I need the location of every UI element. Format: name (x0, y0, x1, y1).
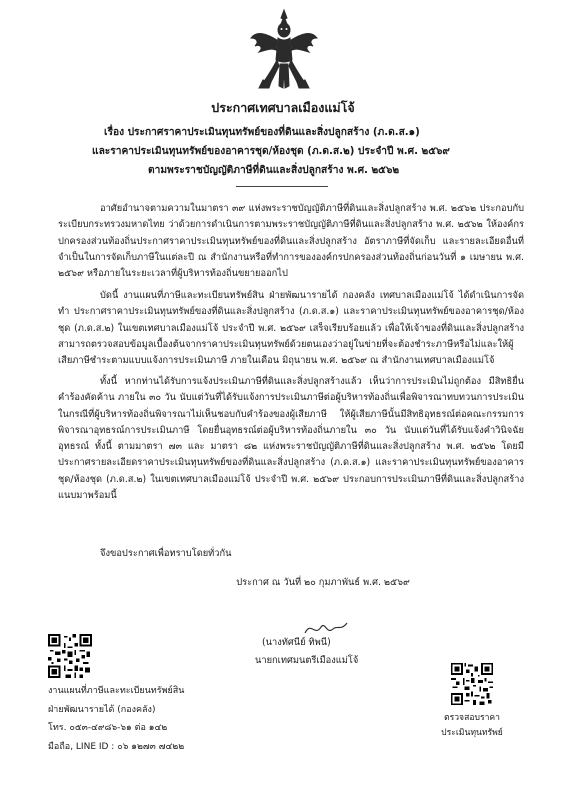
contact-block (48, 682, 184, 756)
verify-caption-line-1: ตรวจสอบราคา (444, 713, 500, 723)
verify-caption-line-2: ประเมินทุนทรัพย์ (441, 728, 503, 738)
contact-mobile-line: มือถือ, LINE ID : ๐๖ ๑๒๗๓ ๗๔๒๒ (48, 741, 185, 752)
verify-valuation-caption (420, 711, 524, 741)
announcement-date: ประกาศ ณ วันที่ ๒๐ กุมภาพันธ์ พ.ศ. ๒๕๖๙ (236, 577, 410, 588)
verify-valuation-qr-code-icon[interactable] (451, 663, 493, 705)
paragraph-closing: จึงขอประกาศเพื่อทราบโดยทั่วกัน (100, 548, 232, 559)
garuda-emblem-icon (249, 8, 319, 92)
contact-qr-code-icon[interactable] (48, 634, 92, 678)
signer-title: นายกเทศมนตรีเมืองแม่โจ้ (255, 655, 359, 666)
subject-line-3: ตามพระราชบัญญัติภาษีที่ดินและสิ่งปลูกสร้าง พ.ศ. ๒๕๖๒ (148, 165, 400, 176)
subject-line-2: และราคาประเมินทุนทรัพย์ของอาคารชุด/ห้องชุด (ภ.ด.ส.๒) ประจำปี พ.ศ. ๒๕๖๙ (92, 146, 450, 157)
paragraph-authority: อาศัยอำนาจตามความในมาตรา ๓๙ แห่งพระราชบัญญัติภาษีที่ดินและสิ่งปลูกสร้าง พ.ศ. ๒๕๖๒ ประกอบกับระเบียบกระทรวงมหาดไทย ว่าด้วยการดำเนินการตามพระราชบัญญัติภาษีที่ดินและสิ่งปลูกสร้าง พ.ศ. ๒๕๖๒ ให้องค์กรปกครองส่วนท้องถิ่นประกาศราคาประเมินทุนทรัพย์ของที่ดินและสิ่งปลูกสร้าง อัตราภาษีที่จัดเก็บ และรายละเอียดอื่นที่จำเป็นในการจัดเก็บภาษีในแต่ละปี ณ สำนักงานหรือที่ทำการขององค์กรปกครองส่วนท้องถิ่นก่อนวันที่ ๑ เมษายน พ.ศ. ๒๕๖๙ หรือภายในระยะเวลาที่ผู้บริหารท้องถิ่นขยายออกไป (58, 203, 524, 280)
signer-name: (นางทัศนีย์ ทิพนี) (262, 637, 331, 648)
title-divider (236, 186, 328, 187)
paragraph-appeal: ทั้งนี้ หากท่านได้รับการแจ้งประเมินภาษีที่ดินและสิ่งปลูกสร้างแล้ว เห็นว่าการประเมินไม่ถูกต้อง มีสิทธิยื่นคำร้องคัดค้าน ภายใน ๓๐ วัน นับแต่วันที่ได้รับแจ้งการประเมินภาษีต่อผู้บริหารท้องถิ่นเพื่อพิจารณาทบทวนการประเมิน ในกรณีที่ผู้บริหารท้องถิ่นพิจารณาไม่เห็นชอบกับคำร้องของผู้เสียภาษี ให้ผู้เสียภาษีนั้นมีสิทธิอุทธรณ์ต่อคณะกรรมการพิจารณาอุทธรณ์การประเมินภาษี โดยยื่นอุทธรณ์ต่อผู้บริหารท้องถิ่นภายใน ๓๐ วัน นับแต่วันที่ได้รับแจ้งคำวินิจฉัยอุทธรณ์ ทั้งนี้ ตามมาตรา ๗๓ และ มาตรา ๘๒ แห่งพระราชบัญญัติภาษีที่ดินและสิ่งปลูกสร้าง พ.ศ. ๒๕๖๒ โดยมีประกาศรายละเอียดราคาประเมินทุนทรัพย์ของที่ดินและสิ่งปลูกสร้าง (ภ.ด.ส.๑) และราคาประเมินทุนทรัพย์ของอาคารชุด/ห้องชุด (ภ.ด.ส.๒) ในเขตเทศบาลเมืองแม่โจ้ ประจำปี พ.ศ. ๒๕๖๙ ประกอบการประเมินภาษีที่ดินและสิ่งปลูกสร้าง แนบมาพร้อมนี้ (58, 376, 524, 502)
contact-office: งานแผนที่ภาษีและทะเบียนทรัพย์สิน (48, 686, 185, 696)
paragraph-announcement: บัดนี้ งานแผนที่ภาษีและทะเบียนทรัพย์สิน ฝ่ายพัฒนารายได้ กองคลัง เทศบาลเมืองแม่โจ้ ได้ดำเนินการจัดทำ ประกาศราคาประเมินทุนทรัพย์ของที่ดินและสิ่งปลูกสร้าง (ภ.ด.ส.๑) และราคาประเมินทุนทรัพย์ของอาคารชุด/ห้องชุด (ภ.ด.ส.๒) ในเขตเทศบาลเมืองแม่โจ้ ประจำปี พ.ศ. ๒๕๖๙ เสร็จเรียบร้อยแล้ว เพื่อให้เจ้าของที่ดินและสิ่งปลูกสร้างสามารถตรวจสอบข้อมูลเบื้องต้นจากราคาประเมินทุนทรัพย์ด้วยตนเองว่าอยู่ในข่ายที่จะต้องชำระภาษีหรือไม่และให้ผู้เสียภาษีชำระตามแบบแจ้งการประเมินภาษี ภายในเดือน มิถุนายน พ.ศ. ๒๕๖๙ ณ สำนักงานเทศบาลเมืองแม่โจ้ (58, 290, 524, 367)
contact-phone: โทร. ๐๕๓-๔๙๘๖-๖๑ ต่อ ๑๔๒ (48, 723, 168, 733)
subject-block (56, 123, 526, 180)
contact-division: ฝ่ายพัฒนารายได้ (กองคลัง) (48, 704, 156, 715)
subject-line-1: เรื่อง ประกาศราคาประเมินทุนทรัพย์ของที่ดินและสิ่งปลูกสร้าง (ภ.ด.ส.๑) (104, 127, 420, 138)
document-title: ประกาศเทศบาลเมืองแม่โจ้ (211, 100, 355, 115)
